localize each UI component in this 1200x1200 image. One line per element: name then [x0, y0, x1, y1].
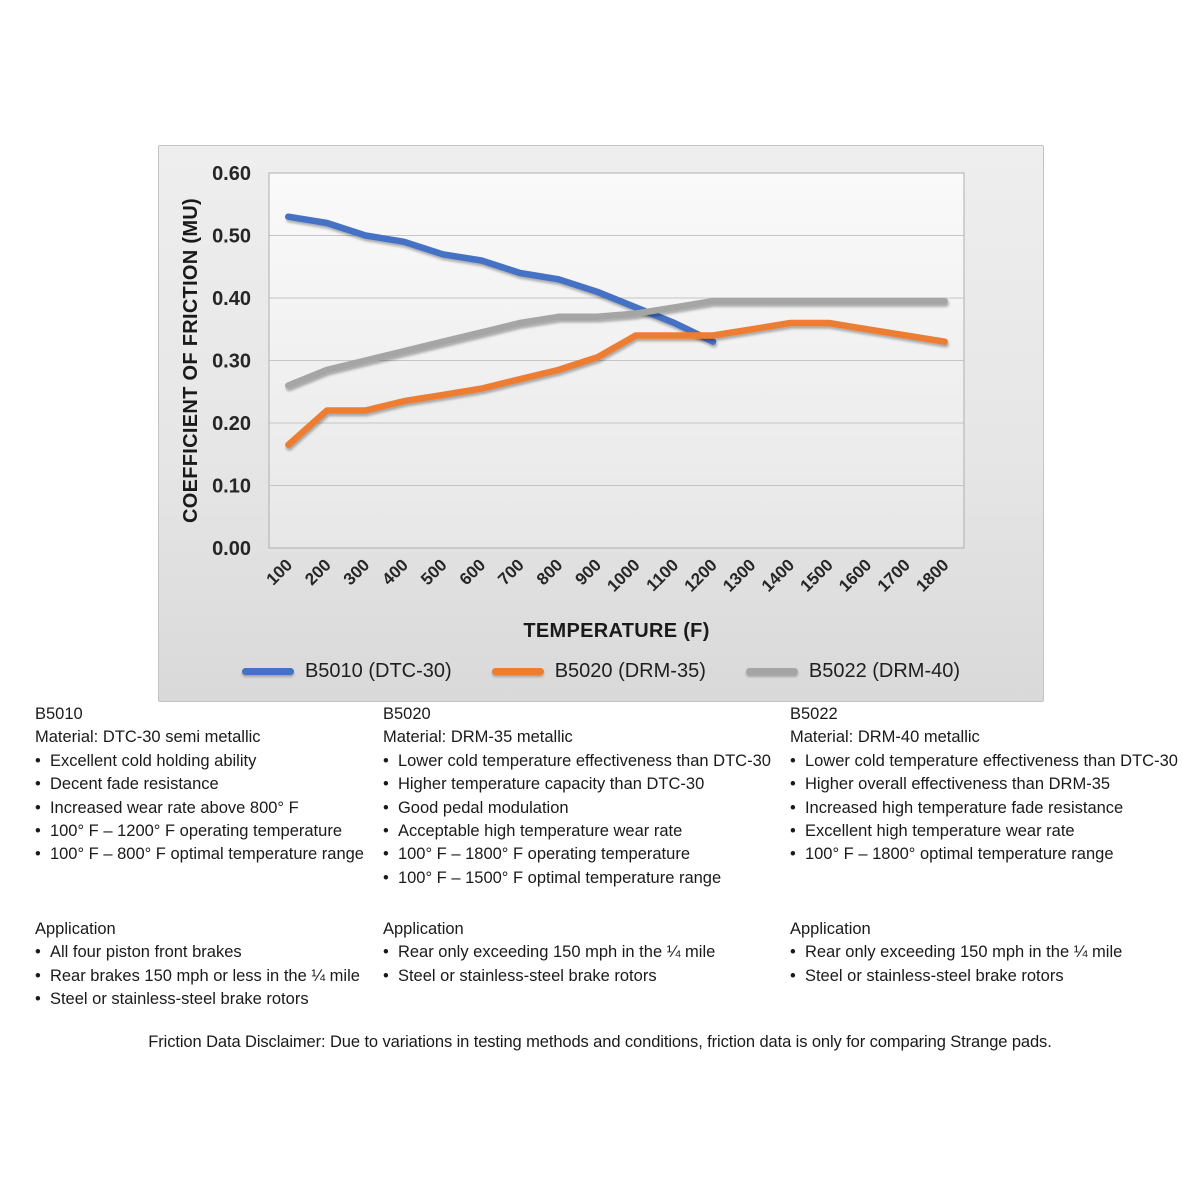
bullet-item: • Excellent cold holding ability: [35, 750, 380, 773]
product-heading: B5022: [790, 705, 838, 723]
product-features-list: [35, 750, 380, 867]
bullet-item: • 100° F – 1800° optimal temperature range: [790, 843, 1188, 866]
bullet-item: • Higher overall effectiveness than DRM-35: [790, 773, 1188, 796]
y-tick-label: 0.10: [212, 475, 251, 498]
product-heading: B5010: [35, 705, 83, 723]
product-column-b5020: [383, 703, 783, 1033]
bullet-item: • All four piston front brakes: [35, 941, 360, 964]
legend-marker-b5022: [746, 668, 798, 675]
x-axis-title: TEMPERATURE (F): [523, 620, 710, 642]
bullet-item: • Increased high temperature fade resistance: [790, 797, 1188, 820]
product-material: Material: DTC-30 semi metallic: [35, 728, 261, 747]
bullet-item: • Rear only exceeding 150 mph in the ¼ mile: [383, 941, 715, 964]
x-tick-label: 400: [378, 555, 412, 589]
product-applications-list: [383, 941, 715, 988]
x-tick-label: 300: [339, 555, 374, 589]
application-block: [35, 918, 360, 1012]
legend-item-b5020: [492, 660, 706, 683]
product-material: Material: DRM-40 metallic: [790, 728, 980, 747]
x-tick-label: 1800: [912, 555, 953, 596]
x-tick-label: 900: [571, 555, 606, 589]
x-tick-label: 500: [417, 555, 451, 589]
product-column-b5022: [790, 703, 1188, 1033]
bullet-item: • 100° F – 1200° F operating temperature: [35, 820, 380, 843]
legend-marker-b5010: [242, 668, 294, 675]
product-features-list: [790, 750, 1188, 867]
application-block: [383, 918, 715, 988]
legend-marker-b5020: [492, 668, 544, 675]
bullet-item: • Good pedal modulation: [383, 797, 783, 820]
bullet-item: • 100° F – 800° F optimal temperature range: [35, 843, 380, 866]
bullet-item: • Increased wear rate above 800° F: [35, 797, 380, 820]
friction-disclaimer: Friction Data Disclaimer: Due to variations in testing methods and conditions, friction data is only for comparing Strange pads.: [148, 1033, 1052, 1051]
x-tick-label: 1600: [835, 555, 876, 596]
legend-label: B5022 (DRM-40): [808, 660, 961, 682]
bullet-item: • 100° F – 1500° F optimal temperature range: [383, 867, 783, 890]
chart-legend: [159, 660, 1043, 683]
legend-label: B5020 (DRM-35): [554, 660, 706, 682]
x-tick-label: 1400: [757, 555, 799, 596]
bullet-item: • Rear only exceeding 150 mph in the ¼ mile: [790, 941, 1122, 964]
bullet-item: • Excellent high temperature wear rate: [790, 820, 1188, 843]
bullet-item: • Higher temperature capacity than DTC-30: [383, 773, 783, 796]
y-tick-label: 0.30: [212, 350, 251, 373]
x-tick-label: 100: [262, 555, 297, 589]
product-applications-list: [35, 941, 360, 1011]
product-features-list: [383, 750, 783, 890]
application-block: [790, 918, 1122, 988]
y-axis-title: COEFFICIENT OF FRICTION (MU): [180, 197, 202, 524]
application-heading: Application: [35, 920, 116, 938]
x-tick-label: 600: [455, 555, 490, 589]
bullet-item: • Rear brakes 150 mph or less in the ¼ mile: [35, 965, 360, 988]
friction-chart-card: [158, 145, 1044, 702]
x-tick-label: 1700: [873, 555, 914, 596]
bullet-item: • Steel or stainless-steel brake rotors: [35, 988, 360, 1011]
y-tick-label: 0.20: [212, 413, 251, 435]
product-heading: B5020: [383, 705, 431, 723]
application-heading: Application: [383, 920, 464, 938]
x-tick-label: 1300: [719, 555, 760, 596]
product-applications-list: [790, 941, 1122, 988]
bullet-item: • Steel or stainless-steel brake rotors: [790, 965, 1122, 988]
legend-item-b5022: [746, 660, 960, 683]
bullet-item: • Lower cold temperature effectiveness than DTC-30: [383, 750, 783, 773]
y-tick-label: 0.00: [212, 538, 251, 560]
y-tick-label: 0.40: [212, 288, 251, 310]
x-tick-label: 200: [301, 555, 335, 589]
bullet-item: • Steel or stainless-steel brake rotors: [383, 965, 715, 988]
legend-item-b5010: [242, 660, 452, 683]
x-tick-label: 1200: [680, 555, 721, 596]
x-tick-label: 1500: [796, 555, 837, 596]
x-tick-label: 700: [494, 555, 528, 589]
legend-label: B5010 (DTC-30): [304, 660, 452, 682]
x-tick-label: 1000: [603, 555, 644, 596]
chart-svg: [159, 146, 1043, 701]
bullet-item: • Decent fade resistance: [35, 773, 380, 796]
application-heading: Application: [790, 920, 871, 938]
x-tick-label: 800: [532, 555, 567, 589]
x-tick-label: 1100: [642, 555, 683, 595]
product-column-b5010: [35, 703, 380, 1033]
bullet-item: • 100° F – 1800° F operating temperature: [383, 843, 783, 866]
bullet-item: • Acceptable high temperature wear rate: [383, 820, 783, 843]
y-tick-label: 0.60: [212, 163, 251, 185]
bullet-item: • Lower cold temperature effectiveness than DTC-30: [790, 750, 1188, 773]
product-material: Material: DRM-35 metallic: [383, 728, 573, 747]
y-tick-label: 0.50: [212, 225, 251, 248]
